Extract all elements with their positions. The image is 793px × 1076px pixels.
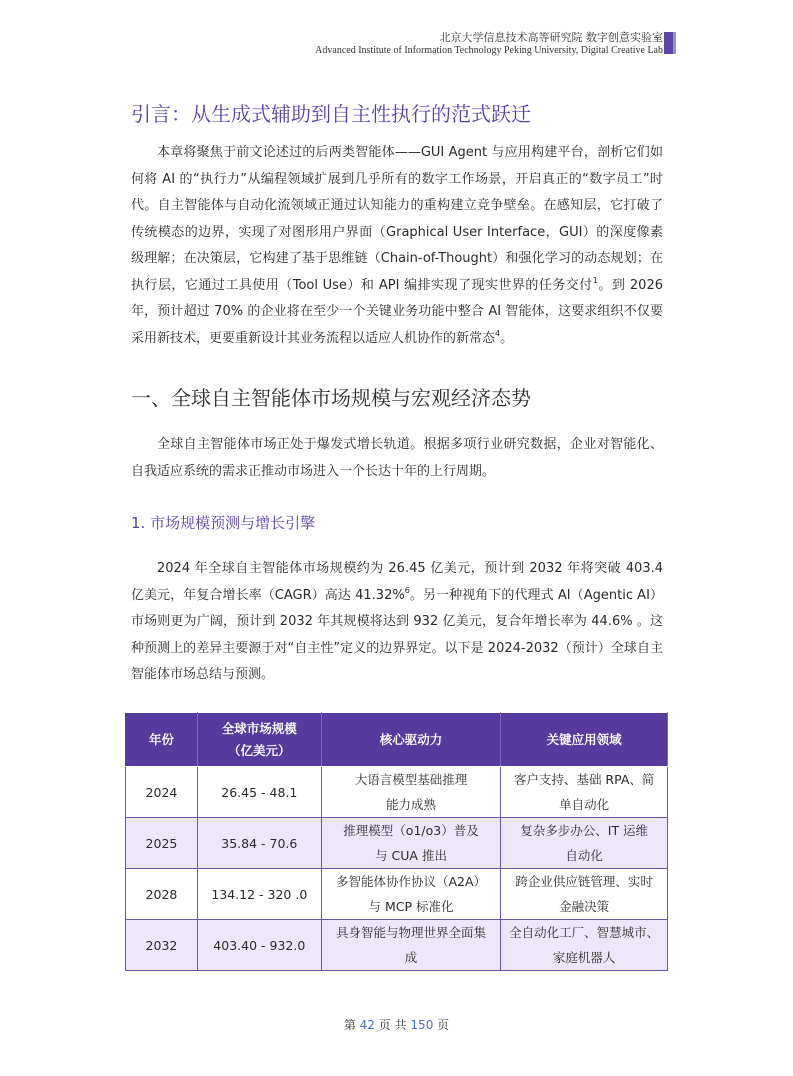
table-header-cell: 核心驱动力: [321, 713, 501, 767]
current-page-number: 42: [359, 1018, 375, 1032]
table-cell: 跨企业供应链管理、实时 金融决策: [501, 869, 668, 920]
header-accent-bar-light: [673, 32, 676, 54]
intro-heading: 引言：从生成式辅助到自主性执行的范式跃迁: [131, 102, 531, 126]
table-row: [126, 869, 668, 920]
table-cell: 2025: [126, 818, 198, 869]
header-institute-cn: 北京大学信息技术高等研究院 数字创意实验室: [439, 31, 663, 44]
header-institute-en: Advanced Institute of Information Technology Peking University, Digital Creative Lab: [315, 45, 663, 56]
intro-paragraph: 本章将聚焦于前文论述过的后两类智能体——GUI Agent 与应用构建平台，剖析它们如何将 AI 的“执行力”从编程领域扩展到几乎所有的数字工作场景，开启真正的“数字员工”时代。自主智能体与自动化流领域正通过认知能力的重构建立竞争壁垒。在感知层，它打破了传统模态的边界，实现了对图形用户界面（Graphical User Interface，GUI）的深度像素级理解；在决策层，它构建了基于思维链（Chain-of-Thought）和强化学习的动态规划；在执行层，它通过工具使用（Tool Use）和 API 编排实现了现实世界的任务交付$^1$。到 2026 年，预计超过 70% 的企业将在至少一个关键业务功能中整合 AI 智能体，这要求组织不仅要采用新技术，更要重新设计其业务流程以适应人机协作的新常态$^4$。: [131, 145, 663, 346]
table-cell: 35.84 - 70.6: [197, 818, 321, 869]
table-cell: 大语言模型基础推理 能力成熟: [321, 767, 501, 818]
table-cell: 客户支持、基础 RPA、简 单自动化: [501, 767, 668, 818]
subsection-heading: 1. 市场规模预测与增长引擎: [131, 514, 316, 532]
table-cell: 具身智能与物理世界全面集 成: [321, 920, 501, 971]
table-header-cell: 关键应用领域: [501, 713, 668, 767]
table-cell: 2028: [126, 869, 198, 920]
table-row: [126, 920, 668, 971]
footnote-ref: 1: [592, 275, 598, 285]
footnote-ref: 6: [404, 585, 410, 595]
table-cell: 26.45 - 48.1: [197, 767, 321, 818]
table-header-row: [126, 713, 668, 767]
table-cell: 复杂多步办公、IT 运维 自动化: [501, 818, 668, 869]
market-table: [125, 712, 668, 971]
table-cell: 2032: [126, 920, 198, 971]
table-cell: 多智能体协作协议（A2A） 与 MCP 标准化: [321, 869, 501, 920]
table-cell: 2024: [126, 767, 198, 818]
header-accent-bar: [664, 32, 673, 54]
table-header-cell: 全球市场规模 （亿美元）: [197, 713, 321, 767]
table-cell: 403.40 - 932.0: [197, 920, 321, 971]
footnote-ref: 4: [495, 328, 501, 338]
table-header-cell: 年份: [126, 713, 198, 767]
table-cell: 全自动化工厂、智慧城市、 家庭机器人: [501, 920, 668, 971]
table-cell: 推理模型（o1/o3）普及 与 CUA 推出: [321, 818, 501, 869]
subsection-paragraph: 2024 年全球自主智能体市场规模约为 26.45 亿美元，预计到 2032 年将突破 403.4 亿美元，年复合增长率（CAGR）高达 41.32%$^6$。另一种视角下的代理式 AI（Agentic AI）市场则更为广阔，预计到 2032 年其规模将达到 932 亿美元，复合年增长率为 44.6% 。这种预测上的差异主要源于对“自主性”定义的边界界定。以下是 2024-2032（预计）全球自主智能体市场总结与预测。: [131, 561, 663, 682]
table-row: [126, 767, 668, 818]
table-cell: 134.12 - 320 .0: [197, 869, 321, 920]
section-heading: 一、全球自主智能体市场规模与宏观经济态势: [131, 386, 531, 410]
total-page-number: 150: [410, 1018, 434, 1032]
page-number: 第 42 页 共 150 页: [343, 1018, 450, 1032]
table-row: [126, 818, 668, 869]
section-paragraph: 全球自主智能体市场正处于爆发式增长轨道。根据多项行业研究数据，企业对智能化、自我适应系统的需求正推动市场进入一个长达十年的上行周期。: [131, 437, 663, 479]
